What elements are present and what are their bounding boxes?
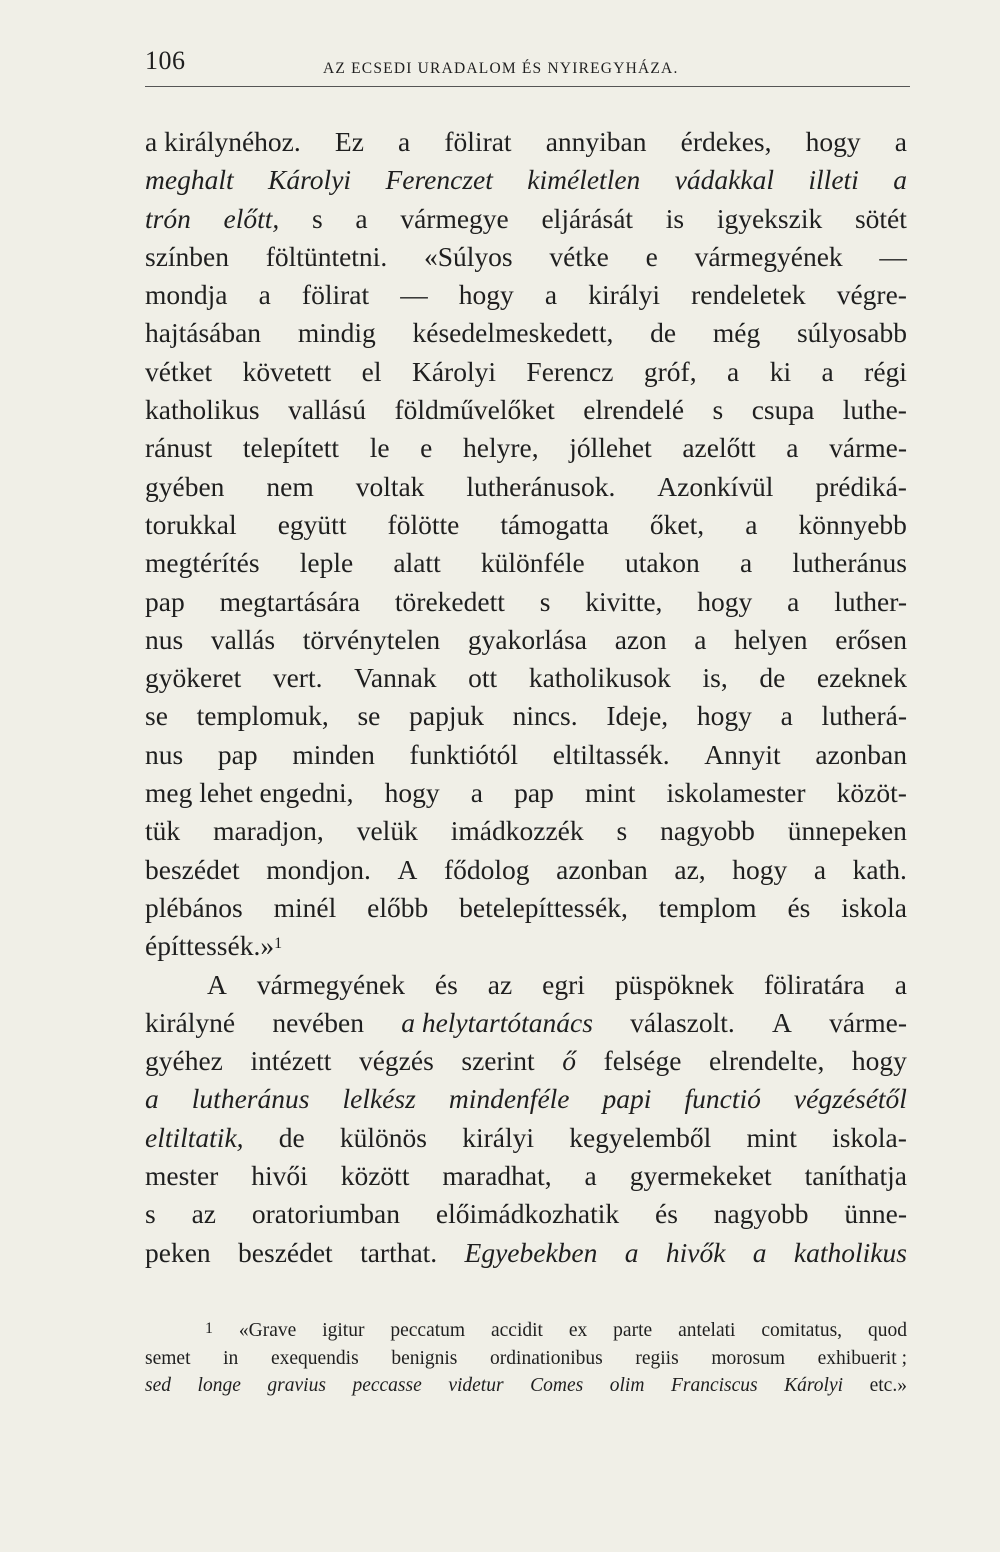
word: beszédet — [145, 853, 240, 885]
word: a — [821, 355, 834, 387]
word: és — [434, 968, 458, 1000]
word: minél — [273, 891, 337, 923]
text-line — [145, 1157, 907, 1195]
word: Ferencz — [526, 355, 614, 387]
word: betelepíttessék, — [459, 891, 628, 923]
word: kivitte, — [585, 585, 663, 617]
word: mint — [584, 777, 636, 809]
word: azon — [614, 623, 667, 655]
word: nagyobb — [713, 1198, 809, 1230]
word: iskolamester — [666, 777, 806, 809]
word: vétke — [549, 240, 609, 272]
word: a — [894, 126, 907, 157]
footnote — [145, 1317, 907, 1400]
word: papi — [602, 1083, 652, 1115]
text-line — [145, 429, 907, 467]
word: a — [786, 432, 799, 464]
word: mondjon. — [266, 853, 371, 885]
word: beszédet — [238, 1236, 333, 1268]
word: sötét — [854, 202, 907, 234]
word: taníthatja — [804, 1160, 907, 1192]
word: és — [655, 1198, 678, 1230]
word: helyen — [734, 623, 808, 655]
text-line — [145, 276, 907, 314]
word: törvénytelen — [302, 623, 441, 655]
text-line — [145, 123, 907, 161]
word: mester — [145, 1160, 219, 1192]
page-header — [145, 46, 910, 87]
word: támogatta — [500, 508, 609, 540]
word: vármegyének — [694, 240, 843, 272]
word: Vannak — [354, 662, 437, 694]
word: színben — [145, 240, 230, 272]
word: azelőtt — [682, 432, 756, 464]
word: s — [712, 394, 724, 426]
word: sed — [145, 1375, 171, 1396]
word: kiméletlen — [527, 164, 641, 196]
word: a — [258, 279, 271, 311]
word: olim — [609, 1375, 645, 1396]
word: azonban — [556, 853, 648, 885]
word: igyekszik — [716, 202, 823, 234]
word: a királynéhoz. — [145, 126, 301, 157]
word: a — [894, 968, 907, 1000]
word: még — [712, 317, 761, 349]
word: torukkal — [145, 508, 237, 540]
text-line — [145, 1042, 907, 1080]
word: Ideje, — [606, 700, 669, 732]
word: gyéhez — [145, 1045, 223, 1077]
word: peccasse — [352, 1375, 422, 1396]
word: Comes — [530, 1375, 584, 1396]
word: föltüntetni. — [265, 240, 388, 272]
word: ex — [568, 1320, 588, 1341]
word: a — [694, 623, 707, 655]
word: fölötte — [387, 508, 460, 540]
word: vétket — [145, 355, 213, 387]
word: «Súlyos — [423, 240, 513, 272]
text-line — [145, 544, 907, 582]
word: őket, — [649, 508, 705, 540]
word: maradhat, — [442, 1160, 552, 1192]
word: az — [191, 1198, 216, 1230]
word: benignis — [391, 1347, 458, 1369]
word: a — [398, 126, 411, 157]
word: is — [665, 202, 685, 234]
word: közöt- — [836, 777, 907, 809]
word: a — [893, 164, 907, 196]
word: exequendis — [270, 1347, 359, 1369]
word: Károlyi — [784, 1375, 844, 1396]
word: e — [645, 240, 658, 272]
word: templomuk, — [196, 700, 329, 732]
word: csupa — [751, 394, 815, 426]
word: hogy — [805, 126, 861, 157]
word: mondja — [145, 279, 228, 311]
word: hogy — [697, 585, 753, 617]
word: gyermekeket — [629, 1160, 772, 1192]
running-title: AZ ECSEDI URADALOM ÉS NYIREGYHÁZA. — [323, 60, 679, 77]
text-line — [145, 966, 907, 1004]
word: s — [312, 202, 323, 234]
word: semet — [145, 1347, 191, 1369]
footnote-number: 1 — [205, 1320, 213, 1337]
footnote-line — [145, 1372, 907, 1400]
word: előimádkozhatik — [435, 1198, 620, 1230]
word: eltiltatik, — [145, 1121, 244, 1153]
text-line — [145, 1234, 907, 1272]
word: e — [420, 432, 433, 464]
word: longe — [197, 1375, 241, 1396]
word: kath. — [852, 853, 907, 885]
word: a — [813, 853, 827, 885]
word: annyiban — [545, 126, 647, 157]
word: előtt, — [223, 202, 280, 234]
word: katholikus — [145, 394, 260, 426]
word: jóllehet — [569, 432, 652, 464]
word: parte — [613, 1320, 653, 1341]
word: nincs. — [512, 700, 578, 732]
word: megtérítés — [145, 547, 260, 579]
word: érdekes, — [680, 126, 772, 157]
word: lutheránusok. — [466, 470, 616, 502]
word: püspöknek — [614, 968, 735, 1000]
text-line — [145, 314, 907, 352]
word: és — [787, 891, 811, 923]
word: gróf, — [643, 355, 697, 387]
word: gyében — [145, 470, 225, 502]
word: követett — [242, 355, 332, 387]
word: meg lehet engedni, — [145, 777, 354, 809]
footnote-reference: 1 — [274, 935, 283, 953]
word: a — [787, 585, 800, 617]
word: Károlyi — [268, 164, 352, 196]
word: vármegye — [400, 202, 509, 234]
word: gyakorlása — [467, 623, 587, 655]
word: pap — [217, 738, 258, 770]
text-line — [145, 200, 907, 238]
text-line — [145, 1195, 907, 1233]
word: plébános — [145, 891, 243, 923]
word: helyre, — [463, 432, 539, 464]
text-line — [145, 774, 907, 812]
word: Egyebekben — [464, 1236, 598, 1268]
word: — — [879, 240, 907, 272]
word: a — [745, 508, 758, 540]
word: törekedett — [394, 585, 505, 617]
word: se — [357, 700, 381, 732]
word: fölirat — [301, 279, 370, 311]
word: tarthat. — [360, 1236, 438, 1268]
word: telepített — [242, 432, 340, 464]
word: vallású — [288, 394, 366, 426]
word: elrendelte, — [709, 1045, 825, 1077]
word: accidit — [490, 1320, 543, 1341]
word: tük — [145, 815, 181, 847]
word: peken — [145, 1236, 211, 1268]
word: válaszolt. — [630, 1006, 735, 1038]
word: «Grave — [238, 1320, 297, 1341]
word: együtt — [277, 508, 347, 540]
word: ünnepeken — [787, 815, 907, 847]
word: gravius — [267, 1375, 326, 1396]
word: vallás — [210, 623, 276, 655]
word: luthe- — [842, 394, 907, 426]
word: hogy — [458, 279, 514, 311]
word: a — [145, 1083, 159, 1115]
word: végzésétől — [793, 1083, 907, 1115]
word: A — [207, 968, 227, 1000]
word: királyi — [462, 1121, 534, 1153]
body-text — [145, 123, 907, 1272]
word: Franciscus — [670, 1375, 758, 1396]
text-line — [145, 927, 907, 965]
word: papjuk — [409, 700, 484, 732]
text-line — [145, 1080, 907, 1118]
footnote-line — [145, 1317, 907, 1345]
word: egri — [542, 968, 585, 1000]
text-line — [145, 812, 907, 850]
word: meghalt — [145, 164, 234, 196]
word: maradjon, — [213, 815, 324, 847]
text-line — [145, 1119, 907, 1157]
word: hogy — [384, 777, 440, 809]
word: hogy — [851, 1045, 907, 1077]
word: iskola — [841, 891, 907, 923]
word: lutheránus — [792, 547, 907, 579]
word: nevében — [272, 1006, 364, 1038]
text-line — [145, 468, 907, 506]
word: voltak — [355, 470, 425, 502]
text-line — [145, 621, 907, 659]
word: azonban — [815, 738, 907, 770]
word: imádkozzék — [450, 815, 584, 847]
word: különféle — [480, 547, 585, 579]
word: földművelőket — [394, 394, 555, 426]
word: a — [355, 202, 368, 234]
word: vádakkal — [674, 164, 774, 196]
word: felsége — [603, 1045, 682, 1077]
word: morosum — [711, 1347, 785, 1369]
word: videtur — [448, 1375, 504, 1396]
word: között — [340, 1160, 410, 1192]
word: ki — [769, 355, 792, 387]
word: ott — [468, 662, 498, 694]
text-line — [145, 391, 907, 429]
word: illeti — [808, 164, 859, 196]
word: Azonkívül — [657, 470, 774, 502]
word: leple — [299, 547, 354, 579]
word: — — [400, 279, 428, 311]
text-line — [145, 697, 907, 735]
word: régi — [864, 355, 907, 387]
word: kegyelemből — [569, 1121, 712, 1153]
word: s — [145, 1198, 156, 1230]
word: katholikusok — [528, 662, 671, 694]
footnote-line — [145, 1345, 907, 1373]
word: nagyobb — [660, 815, 755, 847]
word: különös — [339, 1121, 427, 1153]
text-line — [145, 851, 907, 889]
word: hajtásában — [145, 317, 262, 349]
word: pap — [145, 585, 185, 617]
word: katholikus — [793, 1236, 907, 1268]
word: oratoriumban — [251, 1198, 400, 1230]
word: a helytartótanács — [401, 1006, 593, 1038]
word: Ferenczet — [385, 164, 493, 196]
word: erősen — [835, 623, 907, 655]
word: fődolog — [443, 853, 530, 885]
word: mindenféle — [448, 1083, 570, 1115]
word: elrendelé — [583, 394, 685, 426]
word: fölirat — [444, 126, 512, 157]
word: intézett — [250, 1045, 332, 1077]
word: peccatum — [390, 1320, 466, 1341]
word: várme- — [829, 1006, 907, 1038]
word: királyné — [145, 1006, 236, 1038]
word: megtartására — [219, 585, 361, 617]
word: A — [397, 853, 418, 885]
word: ő — [562, 1045, 577, 1077]
word: hivői — [251, 1160, 308, 1192]
word: exhibuerit ; — [817, 1347, 907, 1369]
word: könnyebb — [798, 508, 907, 540]
word: lutherá- — [821, 700, 907, 732]
footnote-marker — [205, 1317, 213, 1345]
text-line — [145, 1004, 907, 1042]
word: az — [487, 968, 513, 1000]
word: eljárását — [541, 202, 634, 234]
word: igitur — [322, 1320, 365, 1341]
word: s — [616, 815, 628, 847]
word: a — [780, 700, 793, 732]
word: functió — [684, 1083, 761, 1115]
text-line — [145, 161, 907, 199]
text-line — [145, 238, 907, 276]
text-line — [145, 736, 907, 774]
word: vert. — [272, 662, 323, 694]
page-number: 106 — [145, 46, 186, 75]
word: se — [145, 700, 168, 732]
word: várme- — [829, 432, 907, 464]
word: antelati — [678, 1320, 736, 1341]
word: comitatus, — [761, 1320, 843, 1341]
word: királyi — [588, 279, 660, 311]
word: minden — [292, 738, 375, 770]
word: A — [772, 1006, 792, 1038]
text-line — [145, 583, 907, 621]
word: el — [361, 355, 382, 387]
word: lelkész — [342, 1083, 416, 1115]
word: föliratára — [764, 968, 865, 1000]
word: luther- — [834, 585, 907, 617]
word: de — [650, 317, 677, 349]
word: hivők — [665, 1236, 726, 1268]
word: s — [539, 585, 551, 617]
word: nus — [145, 623, 184, 655]
word: prédiká- — [815, 470, 907, 502]
word: quod — [867, 1320, 907, 1341]
word: trón — [145, 202, 191, 234]
word: Annyit — [704, 738, 781, 770]
word: Károlyi — [411, 355, 496, 387]
word: a — [544, 279, 558, 311]
word: hogy — [732, 853, 788, 885]
word: előbb — [367, 891, 429, 923]
word: utakon — [624, 547, 700, 579]
word: ránust — [145, 432, 213, 464]
word: lutheránus — [191, 1083, 310, 1115]
word: etc.» — [869, 1375, 907, 1396]
word: pap — [514, 777, 554, 809]
word: rendeletek — [691, 279, 806, 311]
word: mint — [746, 1121, 797, 1153]
word: nus — [145, 738, 184, 770]
word: in — [223, 1347, 239, 1369]
word: eltiltassék. — [552, 738, 670, 770]
text-line — [145, 889, 907, 927]
word: késedelmeskedett, — [412, 317, 614, 349]
text-line — [145, 506, 907, 544]
word: alatt — [393, 547, 441, 579]
word: a — [584, 1160, 597, 1192]
word: le — [369, 432, 390, 464]
word: nem — [266, 470, 314, 502]
word: súlyosabb — [796, 317, 907, 349]
word: hogy — [696, 700, 752, 732]
word: vármegyének — [256, 968, 405, 1000]
word: de — [278, 1121, 305, 1153]
word: gyökeret — [145, 662, 242, 694]
word: funktiótól — [409, 738, 519, 770]
word: az, — [674, 853, 706, 885]
word: a — [470, 777, 483, 809]
word: velük — [356, 815, 418, 847]
text-line — [145, 353, 907, 391]
word: iskola- — [832, 1121, 907, 1153]
word: templom — [658, 891, 757, 923]
word: a — [752, 1236, 767, 1268]
word: Ez — [334, 126, 364, 157]
word: regiis — [635, 1347, 679, 1369]
word: végre- — [836, 279, 907, 311]
word: végzés — [358, 1045, 434, 1077]
word: ezeknek — [816, 662, 907, 694]
word: a — [624, 1236, 639, 1268]
word: ünne- — [844, 1198, 907, 1230]
word: a — [727, 355, 740, 387]
text-line — [145, 659, 907, 697]
word: a — [740, 547, 753, 579]
word: de — [759, 662, 786, 694]
word: is, — [702, 662, 728, 694]
word: ordinationibus — [490, 1347, 603, 1369]
word: mindig — [297, 317, 376, 349]
word: építtessék.» — [145, 930, 275, 962]
word: szerint — [461, 1045, 535, 1077]
